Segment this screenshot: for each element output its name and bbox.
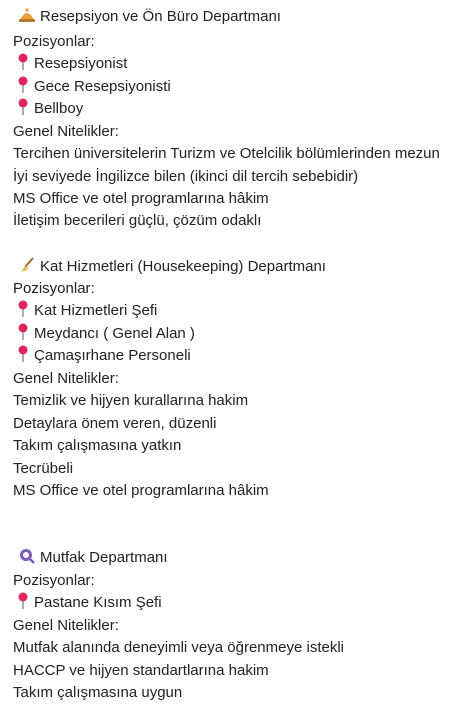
round-pushpin-icon [16, 592, 30, 610]
qualification-item: Takım çalışmasına yatkın [13, 437, 182, 454]
qualifications-label: Genel Nitelikler: [13, 123, 119, 140]
qualifications-label: Genel Nitelikler: [13, 617, 119, 634]
list-item: Gece Resepsiyonisti [13, 76, 171, 98]
round-pushpin-icon [16, 53, 30, 71]
qualification-item: HACCP ve hijyen standartlarına hakim [13, 662, 269, 679]
round-pushpin-icon [16, 300, 30, 318]
qualifications-label: Genel Nitelikler: [13, 370, 119, 387]
chef-icon [18, 547, 36, 565]
qualification-item: Detaylara önem veren, düzenli [13, 415, 217, 432]
section-title: Resepsiyon ve Ön Büro Departmanı [40, 8, 281, 25]
positions-label: Pozisyonlar: [13, 33, 95, 50]
bellhop-bell-icon [18, 6, 36, 24]
qualification-item: MS Office ve otel programlarına hâkim [13, 482, 269, 499]
round-pushpin-icon [16, 345, 30, 363]
qualification-item: Tercihen üniversitelerin Turizm ve Otelcilik bölümlerinden mezun [13, 145, 440, 162]
qualification-item: Tecrübeli [13, 460, 74, 477]
section-title: Mutfak Departmanı [40, 549, 168, 566]
round-pushpin-icon [16, 323, 30, 341]
round-pushpin-icon [16, 76, 30, 94]
list-item: Bellboy [13, 98, 83, 120]
positions-label: Pozisyonlar: [13, 572, 95, 589]
qualification-item: İyi seviyede İngilizce bilen (ikinci dil tercih sebebidir) [13, 168, 359, 185]
round-pushpin-icon [16, 98, 30, 116]
list-item: Pastane Kısım Şefi [13, 592, 162, 614]
list-item: Çamaşırhane Personeli [13, 345, 191, 367]
section-header-kitchen [18, 547, 168, 569]
list-item: Resepsiyonist [13, 53, 127, 75]
broom-icon [18, 256, 36, 274]
section-header-housekeeping [18, 256, 326, 278]
list-item: Meydancı ( Genel Alan ) [13, 323, 195, 345]
qualification-item: Temizlik ve hijyen kurallarına hakim [13, 392, 249, 409]
list-item: Kat Hizmetleri Şefi [13, 300, 157, 322]
qualification-item: Takım çalışmasına uygun [13, 684, 183, 701]
section-header-reception [18, 6, 281, 28]
qualification-item: İletişim becerileri güçlü, çözüm odaklı [13, 212, 262, 229]
qualification-item: MS Office ve otel programlarına hâkim [13, 190, 269, 207]
section-title: Kat Hizmetleri (Housekeeping) Departmanı [40, 258, 326, 275]
qualification-item: Mutfak alanında deneyimli veya öğrenmeye istekli [13, 639, 345, 656]
positions-label: Pozisyonlar: [13, 280, 95, 297]
